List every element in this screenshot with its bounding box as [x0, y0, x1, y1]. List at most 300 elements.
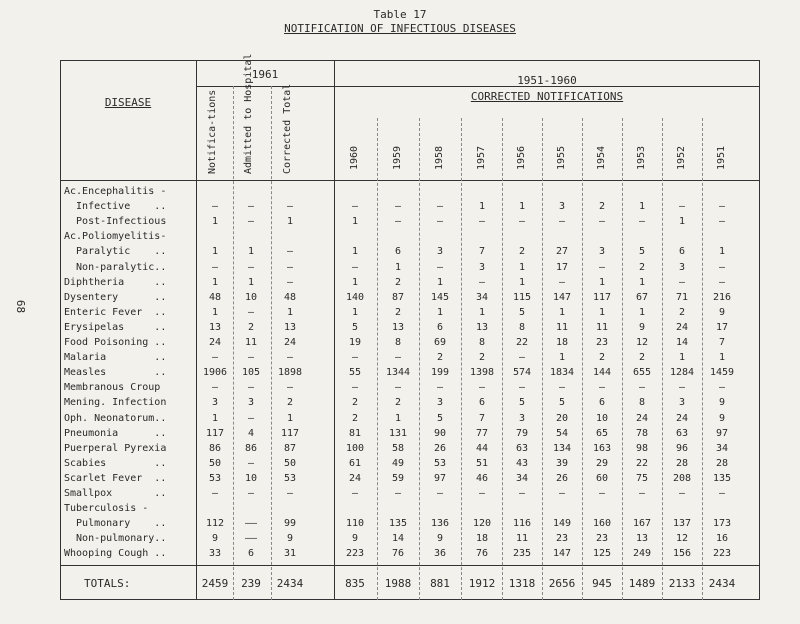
table-cell: 1 [638, 276, 646, 288]
table-cell: 13 [391, 321, 405, 333]
table-cell: 8 [478, 337, 486, 348]
table-cell: 97 [715, 427, 729, 439]
row-label: Paralytic .. [64, 246, 167, 258]
table-cell: – [351, 488, 359, 499]
table-cell: 3 [211, 397, 219, 409]
table-cell: 173 [712, 518, 732, 530]
table-cell: 137 [672, 518, 692, 530]
table-cell: – [718, 276, 726, 288]
table-cell: 1 [558, 352, 566, 364]
table-cell: 1 [351, 276, 359, 288]
table-cell: 13 [475, 321, 489, 333]
header-year: 1953 [636, 145, 647, 170]
table-cell: 18 [555, 337, 569, 348]
table-cell: – [598, 382, 606, 394]
table-cell: 26 [433, 442, 447, 454]
table-cell: 1906 [202, 367, 228, 379]
table-cell: 116 [512, 518, 532, 530]
row-label: Puerperal Pyrexia [64, 442, 167, 454]
header-year: 1960 [349, 145, 360, 170]
table-cell: 105 [241, 367, 261, 379]
table-cell: 6 [478, 397, 486, 409]
header-1961: 1961 [251, 68, 279, 81]
table-cell: 34 [715, 442, 729, 454]
table-cell: 23 [595, 337, 609, 348]
table-cell: 1 [518, 261, 526, 273]
table-cell: 33 [208, 548, 222, 560]
table-cell: – [394, 382, 402, 394]
total-cell: 2656 [548, 577, 576, 590]
table-cell: 135 [388, 518, 408, 530]
table-cell: 1 [351, 216, 359, 228]
table-cell: 655 [632, 367, 652, 379]
table-cell: 1459 [709, 367, 735, 379]
table-cell: 1 [518, 276, 526, 288]
table-cell: 53 [283, 472, 297, 484]
table-cell: 11 [595, 321, 609, 333]
table-cell: – [247, 306, 255, 318]
table-cell: 1 [394, 261, 402, 273]
table-cell: 43 [515, 457, 529, 469]
table-cell: 78 [635, 427, 649, 439]
table-cell: 97 [433, 472, 447, 484]
total-cell: 2459 [201, 577, 229, 590]
table-cell: 53 [433, 457, 447, 469]
table-cell: 3 [478, 261, 486, 273]
table-cell: 2 [598, 352, 606, 364]
table-cell: 12 [675, 533, 689, 545]
table-cell: 6 [394, 246, 402, 258]
row-label: Non-paralytic.. [64, 261, 167, 273]
table-cell: 1 [211, 216, 219, 228]
header-sub-1961: Notifica-tions [207, 89, 218, 174]
table-cell: 1 [211, 412, 219, 424]
table-cell: 145 [430, 291, 450, 303]
table-cell: – [638, 382, 646, 394]
table-cell: 1 [718, 246, 726, 258]
table-cell: 34 [515, 472, 529, 484]
table-cell: 144 [592, 367, 612, 379]
table-cell: 63 [515, 442, 529, 454]
table-cell: – [286, 488, 294, 499]
table-cell: 1 [478, 201, 486, 213]
table-cell: – [598, 488, 606, 499]
table-cell: 8 [394, 337, 402, 348]
table-cell: 39 [555, 457, 569, 469]
table-cell: – [247, 382, 255, 394]
row-label: Pulmonary .. [64, 518, 167, 530]
table-cell: – [211, 382, 219, 394]
row-label: Diphtheria .. [64, 276, 167, 288]
table-cell: – [478, 216, 486, 228]
table-cell: 2 [436, 352, 444, 364]
row-label: Ac.Encephalitis - [64, 186, 167, 197]
total-cell: 2434 [276, 577, 304, 590]
table-cell: – [211, 352, 219, 364]
total-cell: 2434 [708, 577, 736, 590]
table-cell: 2 [394, 276, 402, 288]
table-cell: 2 [638, 261, 646, 273]
header-year: 1957 [476, 145, 487, 170]
table-cell: – [718, 201, 726, 213]
total-cell: 1489 [628, 577, 656, 590]
table-cell: 13 [283, 321, 297, 333]
table-cell: 6 [436, 321, 444, 333]
header-divider-bottom [60, 180, 760, 181]
table-cell: 51 [475, 457, 489, 469]
row-label: Scabies .. [64, 457, 167, 469]
table-cell: 76 [475, 548, 489, 560]
table-cell: 10 [244, 472, 258, 484]
table-cell: 9 [436, 533, 444, 545]
table-cell: – [518, 382, 526, 394]
total-cell: 945 [592, 577, 612, 590]
table-cell: 65 [595, 427, 609, 439]
table-cell: 10 [244, 291, 258, 303]
table-cell: 24 [675, 412, 689, 424]
table-cell: 99 [283, 518, 297, 530]
table-cell: 24 [208, 337, 222, 348]
table-cell: 48 [208, 291, 222, 303]
table-cell: – [678, 201, 686, 213]
table-cell: – [558, 216, 566, 228]
row-label: Smallpox .. [64, 488, 167, 499]
table-cell: 1 [247, 276, 255, 288]
table-cell: 81 [348, 427, 362, 439]
table-cell: 54 [555, 427, 569, 439]
table-cell: —— [244, 533, 258, 545]
row-label: Oph. Neonatorum.. [64, 412, 167, 424]
table-cell: 55 [348, 367, 362, 379]
total-cell: 1318 [508, 577, 536, 590]
table-cell: 1 [286, 306, 294, 318]
table-cell: – [558, 488, 566, 499]
table-cell: 2 [351, 412, 359, 424]
table-cell: – [351, 201, 359, 213]
table-cell: 86 [208, 442, 222, 454]
table-cell: 9 [718, 306, 726, 318]
table-cell: 131 [388, 427, 408, 439]
table-cell: 96 [675, 442, 689, 454]
table-cell: – [558, 382, 566, 394]
row-label: Post-Infectious [64, 216, 167, 228]
table-cell: – [247, 201, 255, 213]
table-cell: 50 [208, 457, 222, 469]
table-cell: 574 [512, 367, 532, 379]
table-cell: 75 [635, 472, 649, 484]
table-cell: 7 [478, 246, 486, 258]
table-cell: – [558, 276, 566, 288]
table-cell: – [211, 261, 219, 273]
table-cell: – [518, 488, 526, 499]
table-cell: 10 [595, 412, 609, 424]
header-year: 1958 [434, 145, 445, 170]
table-cell: – [247, 352, 255, 364]
table-cell: 1 [436, 306, 444, 318]
row-label: Infective .. [64, 201, 167, 213]
table-cell: – [478, 276, 486, 288]
table-cell: – [678, 276, 686, 288]
table-cell: 5 [638, 246, 646, 258]
table-cell: 1 [678, 216, 686, 228]
table-cell: 13 [635, 533, 649, 545]
table-cell: 1 [211, 276, 219, 288]
table-cell: 31 [283, 548, 297, 560]
table-cell: – [518, 352, 526, 364]
page-number: 68 [14, 299, 28, 314]
table-cell: – [478, 488, 486, 499]
table-cell: 87 [391, 291, 405, 303]
table-cell: – [247, 216, 255, 228]
table-cell: – [211, 201, 219, 213]
table-cell: 53 [208, 472, 222, 484]
table-cell: 3 [247, 397, 255, 409]
table-cell: 163 [592, 442, 612, 454]
table-cell: 11 [244, 337, 258, 348]
table-cell: 5 [436, 412, 444, 424]
table-cell: – [718, 382, 726, 394]
table-cell: 23 [555, 533, 569, 545]
row-label: Malaria .. [64, 352, 167, 364]
table-cell: 22 [635, 457, 649, 469]
table-cell: 60 [595, 472, 609, 484]
table-cell: – [286, 261, 294, 273]
table-cell: 24 [283, 337, 297, 348]
table-cell: 50 [283, 457, 297, 469]
total-cell: 1912 [468, 577, 496, 590]
table-cell: 20 [555, 412, 569, 424]
table-cell: 223 [712, 548, 732, 560]
table-cell: 3 [436, 397, 444, 409]
table-cell: 112 [205, 518, 225, 530]
table-cell: – [718, 216, 726, 228]
table-cell: 1 [678, 352, 686, 364]
table-cell: – [718, 261, 726, 273]
table-cell: – [286, 352, 294, 364]
table-cell: 76 [391, 548, 405, 560]
table-cell: 110 [345, 518, 365, 530]
table-cell: – [394, 201, 402, 213]
row-label: Mening. Infection [64, 397, 167, 409]
table-cell: 135 [712, 472, 732, 484]
table-cell: 18 [475, 533, 489, 545]
table-cell: – [678, 488, 686, 499]
row-label: Ac.Poliomyelitis- [64, 231, 167, 243]
table-cell: – [436, 201, 444, 213]
table-cell: 1 [558, 306, 566, 318]
row-label: Erysipelas .. [64, 321, 167, 333]
header-year: 1952 [676, 145, 687, 170]
table-cell: – [518, 216, 526, 228]
table-cell: —— [244, 518, 258, 530]
table-cell: – [436, 488, 444, 499]
table-cell: 167 [632, 518, 652, 530]
table-cell: – [678, 382, 686, 394]
table-cell: 136 [430, 518, 450, 530]
table-cell: 14 [391, 533, 405, 545]
table-cell: 2 [478, 352, 486, 364]
table-cell: 2 [638, 352, 646, 364]
total-cell: 239 [241, 577, 261, 590]
table-cell: 24 [348, 472, 362, 484]
table-cell: 86 [244, 442, 258, 454]
total-cell: 881 [430, 577, 450, 590]
table-cell: 61 [348, 457, 362, 469]
header-sub-1961: Corrected Total [282, 83, 293, 174]
table-cell: 117 [280, 427, 300, 439]
table-cell: 115 [512, 291, 532, 303]
table-cell: 1 [211, 246, 219, 258]
table-cell: 22 [515, 337, 529, 348]
table-cell: 12 [635, 337, 649, 348]
table-cell: 8 [638, 397, 646, 409]
totals-divider [60, 565, 760, 566]
table-cell: 46 [475, 472, 489, 484]
table-cell: – [286, 382, 294, 394]
disease-header: DISEASE [104, 96, 152, 109]
table-cell: 67 [635, 291, 649, 303]
row-label: Pneumonia .. [64, 427, 167, 439]
table-cell: – [638, 488, 646, 499]
table-cell: 3 [598, 246, 606, 258]
table-cell: – [394, 488, 402, 499]
table-cell: 9 [638, 321, 646, 333]
table-cell: 1 [718, 352, 726, 364]
table-cell: 24 [635, 412, 649, 424]
row-label: Non-pulmonary.. [64, 533, 167, 545]
table-cell: 9 [718, 397, 726, 409]
row-label: Scarlet Fever .. [64, 472, 167, 484]
table-cell: 2 [394, 397, 402, 409]
table-cell: – [436, 382, 444, 394]
table-cell: 1 [638, 306, 646, 318]
table-cell: 1 [598, 276, 606, 288]
table-cell: 3 [678, 261, 686, 273]
table-cell: – [351, 382, 359, 394]
table-cell: – [286, 246, 294, 258]
table-cell: – [436, 216, 444, 228]
table-cell: 11 [515, 533, 529, 545]
table-cell: – [247, 261, 255, 273]
table-cell: 9 [286, 533, 294, 545]
header-year: 1959 [392, 145, 403, 170]
table-cell: 2 [598, 201, 606, 213]
table-cell: 63 [675, 427, 689, 439]
table-cell: 1 [598, 306, 606, 318]
table-cell: 1284 [669, 367, 695, 379]
table-cell: 23 [595, 533, 609, 545]
table-cell: 34 [475, 291, 489, 303]
table-cell: – [598, 216, 606, 228]
header-range: 1951-1960 [517, 74, 577, 87]
header-sub-1961: Admitted to Hospital [243, 53, 254, 174]
table-cell: 17 [555, 261, 569, 273]
table-cell: 3 [678, 397, 686, 409]
table-title: NOTIFICATION OF INFECTIOUS DISEASES [284, 22, 516, 35]
table-cell: 26 [555, 472, 569, 484]
table-cell: 19 [348, 337, 362, 348]
table-cell: 49 [391, 457, 405, 469]
table-cell: 28 [675, 457, 689, 469]
table-cell: 28 [715, 457, 729, 469]
table-cell: 1 [518, 201, 526, 213]
row-label: Measles .. [64, 367, 167, 379]
table-cell: 208 [672, 472, 692, 484]
table-cell: 117 [592, 291, 612, 303]
row-label: Food Poisoning .. [64, 337, 167, 348]
table-cell: 48 [283, 291, 297, 303]
total-cell: 2133 [668, 577, 696, 590]
table-cell: 24 [675, 321, 689, 333]
table-cell: 2 [286, 397, 294, 409]
table-cell: 2 [678, 306, 686, 318]
table-cell: 249 [632, 548, 652, 560]
table-cell: 17 [715, 321, 729, 333]
totals-label: TOTALS: [84, 577, 131, 590]
table-cell: 1 [394, 412, 402, 424]
table-cell: 90 [433, 427, 447, 439]
table-cell: 14 [675, 337, 689, 348]
row-label: Whooping Cough .. [64, 548, 167, 560]
table-cell: 5 [351, 321, 359, 333]
table-cell: 58 [391, 442, 405, 454]
table-cell: 1 [351, 306, 359, 318]
table-cell: – [598, 261, 606, 273]
table-cell: 4 [247, 427, 255, 439]
table-cell: 1398 [469, 367, 495, 379]
table-cell: 7 [478, 412, 486, 424]
table-cell: 199 [430, 367, 450, 379]
table-cell: – [286, 276, 294, 288]
table-cell: 44 [475, 442, 489, 454]
header-year: 1955 [556, 145, 567, 170]
table-cell: 6 [247, 548, 255, 560]
row-label: Enteric Fever .. [64, 306, 167, 318]
table-cell: 7 [718, 337, 726, 348]
table-cell: 1 [286, 412, 294, 424]
table-cell: 77 [475, 427, 489, 439]
table-cell: 1898 [277, 367, 303, 379]
table-cell: – [247, 488, 255, 499]
table-cell: – [394, 216, 402, 228]
table-cell: – [478, 382, 486, 394]
table-cell: 36 [433, 548, 447, 560]
table-cell: 149 [552, 518, 572, 530]
table-cell: 69 [433, 337, 447, 348]
table-cell: 5 [558, 397, 566, 409]
table-cell: 59 [391, 472, 405, 484]
table-cell: 1834 [549, 367, 575, 379]
table-cell: 6 [678, 246, 686, 258]
table-cell: – [247, 412, 255, 424]
table-cell: 71 [675, 291, 689, 303]
table-cell: 87 [283, 442, 297, 454]
row-label: Membranous Croup [64, 382, 161, 394]
table-cell: 160 [592, 518, 612, 530]
table-cell: – [718, 488, 726, 499]
table-cell: – [351, 261, 359, 273]
table-cell: 2 [351, 397, 359, 409]
table-cell: 1 [638, 201, 646, 213]
row-label: Dysentery .. [64, 291, 167, 303]
table-cell: 1 [286, 216, 294, 228]
table-cell: – [247, 457, 255, 469]
table-cell: 2 [518, 246, 526, 258]
table-cell: 3 [518, 412, 526, 424]
table-cell: 98 [635, 442, 649, 454]
table-cell: 16 [715, 533, 729, 545]
table-cell: 2 [247, 321, 255, 333]
